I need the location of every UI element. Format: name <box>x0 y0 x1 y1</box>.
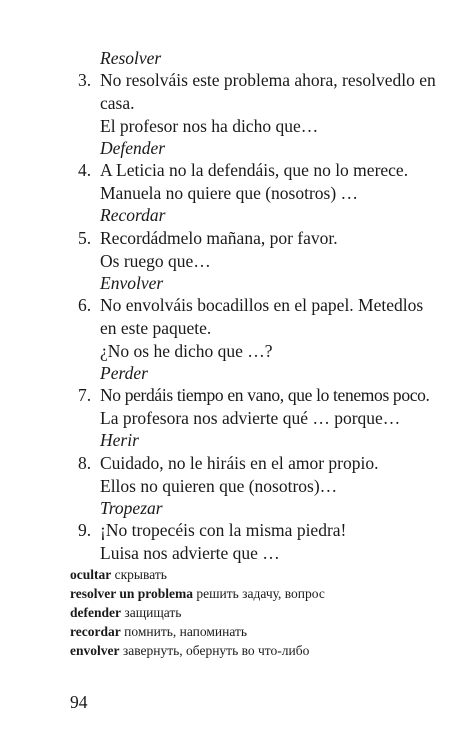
exercise-sentence: A Leticia no la defendáis, que no lo merece. <box>100 160 409 180</box>
glossary-term: ocultar <box>70 567 112 582</box>
exercise-sentence: Cuidado, no le hiráis en el amor propio. <box>100 453 379 473</box>
glossary-translation: скрывать <box>114 567 167 582</box>
exercise-sentence: No envolváis bocadillos en el papel. Metedlos <box>100 295 424 315</box>
exercise-sentence: No perdáis tiempo en vano, que lo tenemos poco. <box>100 385 430 405</box>
exercise-prompt: Manuela no quiere que (nosotros) … <box>100 183 359 203</box>
exercise-prompt: Luisa nos advierte que … <box>100 543 280 563</box>
exercise-number: 7. <box>78 385 92 405</box>
exercise-number: 4. <box>78 160 92 180</box>
exercise-sentence-continued: en este paquete. <box>100 318 212 338</box>
glossary-term: envolver <box>70 643 120 658</box>
exercise-prompt: Os ruego que… <box>100 251 211 271</box>
verb-heading: Resolver <box>100 48 162 68</box>
glossary-translation: решить задачу, вопрос <box>196 586 325 601</box>
exercise-sentence: ¡No tropecéis con la misma piedra! <box>100 520 347 540</box>
exercise-number: 3. <box>78 70 92 90</box>
exercise-number: 9. <box>78 520 92 540</box>
exercise-number: 5. <box>78 228 92 248</box>
page-number: 94 <box>70 692 88 712</box>
glossary-entry <box>70 642 309 660</box>
glossary-term: resolver un problema <box>70 586 194 601</box>
verb-heading: Herir <box>100 430 139 450</box>
exercise-number: 8. <box>78 453 92 473</box>
glossary-translation: помнить, напоминать <box>124 624 248 639</box>
glossary-entry <box>70 566 167 584</box>
exercise-prompt: ¿No os he dicho que …? <box>100 341 273 361</box>
glossary-entry <box>70 623 247 641</box>
glossary-term: recordar <box>70 624 121 639</box>
verb-heading: Envolver <box>100 273 164 293</box>
exercise-sentence: Recordádmelo mañana, por favor. <box>100 228 338 248</box>
exercise-prompt: La profesora nos advierte qué … porque… <box>100 408 401 428</box>
exercise-number: 6. <box>78 295 92 315</box>
exercise-prompt: Ellos no quieren que (nosotros)… <box>100 476 338 496</box>
exercise-sentence: No resolváis este problema ahora, resolvedlo en <box>100 70 436 90</box>
verb-heading: Recordar <box>100 205 166 225</box>
verb-heading: Defender <box>100 138 166 158</box>
exercise-sentence-continued: casa. <box>100 93 135 113</box>
glossary-translation: защищать <box>124 605 182 620</box>
exercise-prompt: El profesor nos ha dicho que… <box>100 116 319 136</box>
verb-heading: Tropezar <box>100 498 163 518</box>
verb-heading: Perder <box>100 363 148 383</box>
glossary-entry <box>70 604 181 622</box>
glossary-entry <box>70 585 325 603</box>
glossary-term: defender <box>70 605 121 620</box>
glossary-translation: завернуть, обернуть во что-либо <box>122 643 310 658</box>
